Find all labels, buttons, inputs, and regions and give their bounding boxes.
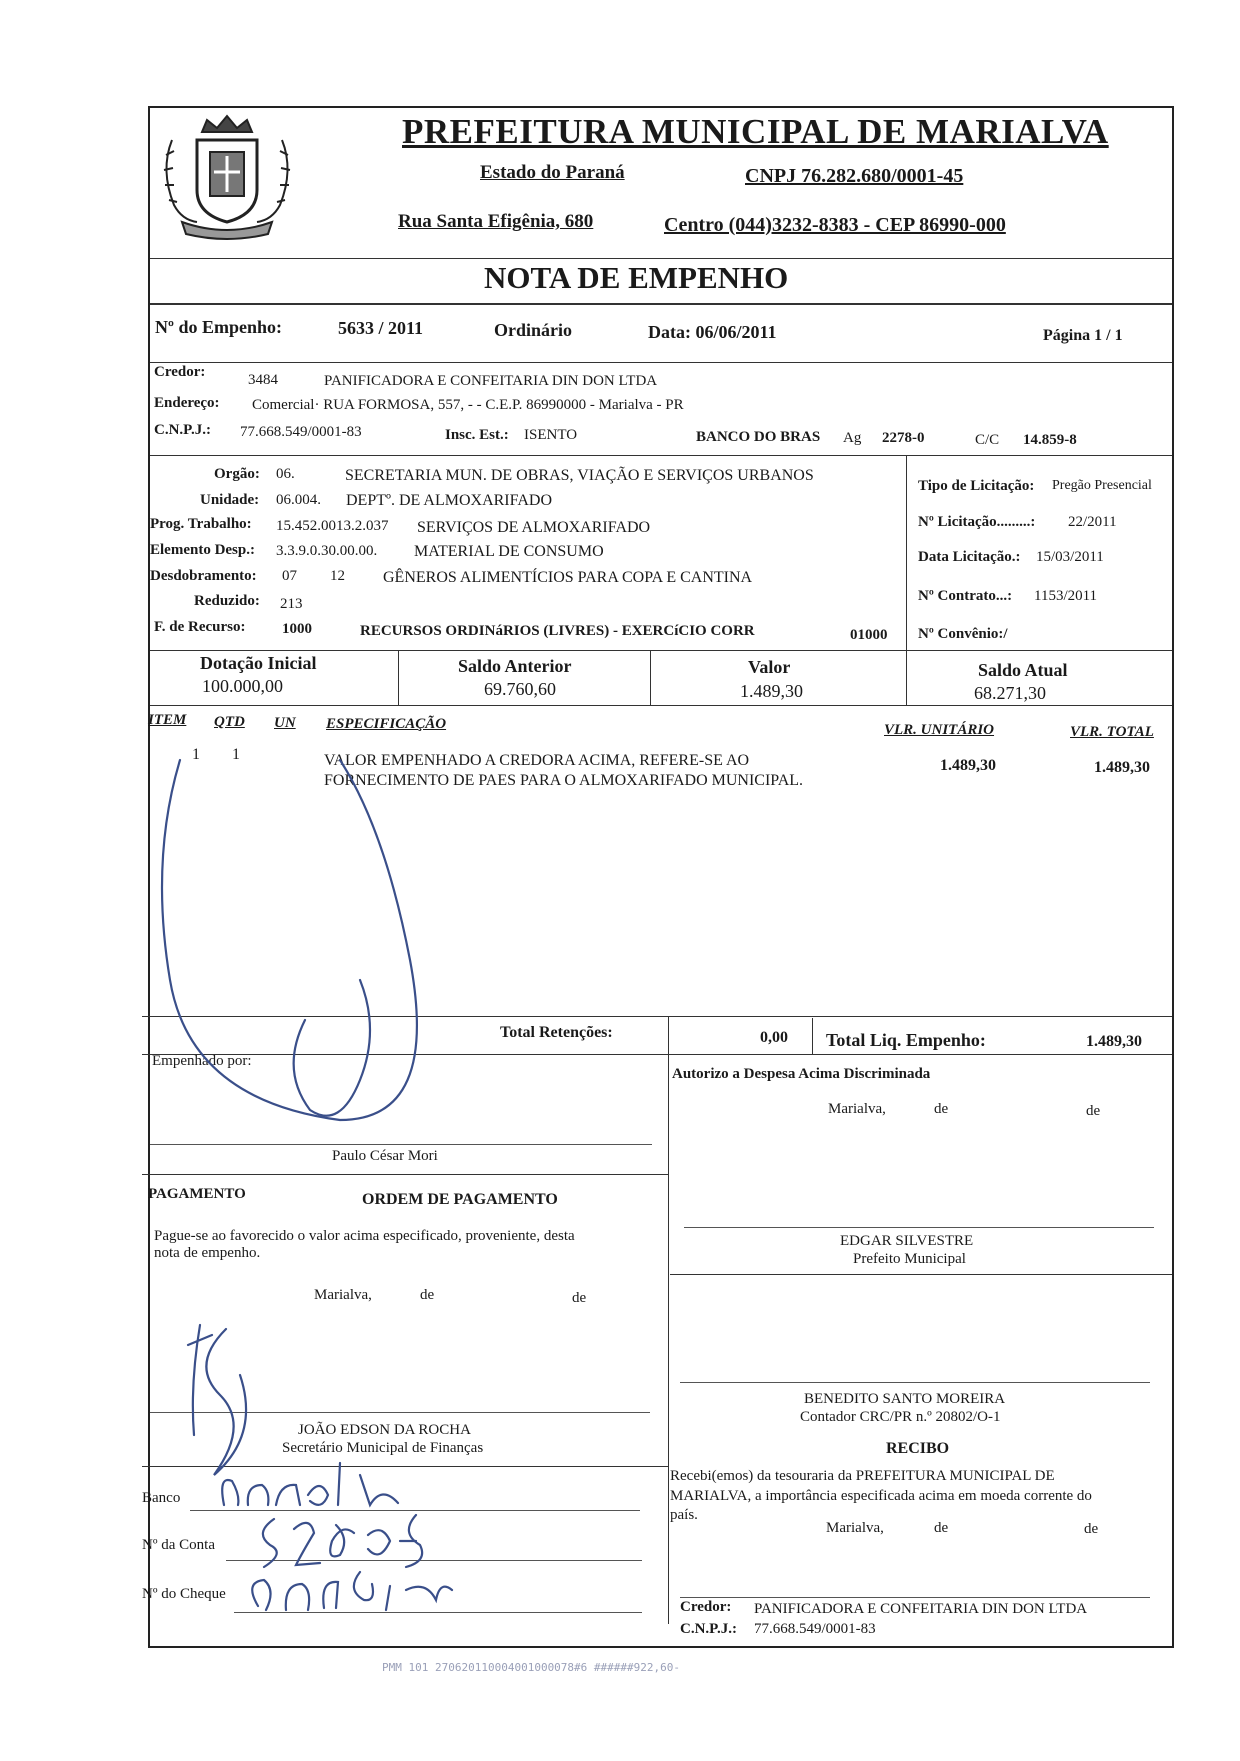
street-address: Rua Santa Efigênia, 680 <box>398 211 594 232</box>
prefeito-title: Prefeito Municipal <box>853 1251 966 1267</box>
item-total-value: 1.489,30 <box>1094 759 1150 776</box>
pagamento-de-2: de <box>572 1290 587 1306</box>
recibo-text-line-3: país. <box>670 1507 698 1523</box>
account-label: C/C <box>975 432 1000 448</box>
recibo-credor-label: Credor: <box>680 1599 732 1615</box>
dotacao-label: Dotação Inicial <box>200 653 317 673</box>
cheque-label: Nº do Cheque <box>142 1586 226 1602</box>
credor-label: Credor: <box>154 364 206 380</box>
total-liquido-label: Total Liq. Empenho: <box>826 1030 986 1050</box>
recurso-code: 1000 <box>282 621 312 637</box>
handwritten-signature-paulo <box>140 740 460 1140</box>
recibo-title: RECIBO <box>886 1440 950 1457</box>
pague-text-line-2: nota de empenho. <box>154 1245 261 1261</box>
autorizo-marialva: Marialva, <box>828 1101 886 1117</box>
desdobramento-a: 07 <box>282 568 297 584</box>
municipal-coat-of-arms-icon <box>152 110 302 242</box>
licitacao-date-label: Data Licitação.: <box>918 549 1021 565</box>
item-description-line-1: VALOR EMPENHADO A CREDORA ACIMA, REFERE-SE AO <box>324 752 750 769</box>
address-contact: Centro (044)3232-8383 - CEP 86990-000 <box>664 214 1006 236</box>
contrato-label: Nº Contrato...: <box>918 588 1013 604</box>
prog-label: Prog. Trabalho: <box>150 516 252 532</box>
licitacao-number-label: Nº Licitação.........: <box>918 514 1036 530</box>
conta-label: Nº da Conta <box>142 1537 215 1553</box>
desdobramento-b: 12 <box>330 568 345 584</box>
tipo-licitacao: Pregão Presencial <box>1052 478 1152 493</box>
unidade-name: DEPTº. DE ALMOXARIFADO <box>346 492 552 509</box>
item-column-header: ITEM <box>148 712 187 728</box>
page-number: Página 1 / 1 <box>1043 327 1123 344</box>
autorizo-text: Autorizo a Despesa Acima Discriminada <box>672 1066 931 1082</box>
recibo-marialva: Marialva, <box>826 1520 884 1536</box>
state-name: Estado do Paraná <box>480 162 625 183</box>
unidade-label: Unidade: <box>200 492 260 508</box>
contador-name: BENEDITO SANTO MOREIRA <box>804 1391 1006 1407</box>
recurso-code-2: 01000 <box>850 627 888 643</box>
tipo-licitacao-label: Tipo de Licitação: <box>918 478 1035 494</box>
recibo-de-2: de <box>1084 1521 1099 1537</box>
qtd-column-header: QTD <box>214 714 245 730</box>
credor-cnpj: 77.668.549/0001-83 <box>240 424 362 440</box>
recurso-name: RECURSOS ORDINáRIOS (LIVRES) - EXERCíCIO CORR <box>360 623 755 639</box>
credor-code: 3484 <box>248 372 278 388</box>
cnpj-label: C.N.P.J.: <box>154 422 211 438</box>
licitacao-number: 22/2011 <box>1068 514 1117 530</box>
saldo-atual-label: Saldo Atual <box>978 660 1068 680</box>
recurso-label: F. de Recurso: <box>154 619 246 635</box>
agency-label: Ag <box>843 430 862 446</box>
licitacao-date: 15/03/2011 <box>1036 549 1104 565</box>
empenho-date: Data: 06/06/2011 <box>648 322 777 342</box>
prog-name: SERVIÇOS DE ALMOXARIFADO <box>417 519 651 536</box>
elemento-name: MATERIAL DE CONSUMO <box>414 543 604 560</box>
valor-value: 1.489,30 <box>740 681 803 701</box>
municipality-title: PREFEITURA MUNICIPAL DE MARIALVA <box>402 112 1109 151</box>
vlr-unitario-column-header: VLR. UNITÁRIO <box>884 722 995 738</box>
pagamento-title: PAGAMENTO <box>148 1186 246 1202</box>
orgao-code: 06. <box>276 466 295 482</box>
reduzido-label: Reduzido: <box>194 593 260 609</box>
prefeito-name: EDGAR SILVESTRE <box>840 1233 974 1249</box>
vlr-total-column-header: VLR. TOTAL <box>1070 724 1154 740</box>
agency-number: 2278-0 <box>882 430 925 446</box>
account-number: 14.859-8 <box>1023 432 1077 448</box>
contrato-number: 1153/2011 <box>1034 588 1098 604</box>
empenho-number: 5633 / 2011 <box>338 318 424 338</box>
saldo-anterior-value: 69.760,60 <box>484 679 556 699</box>
total-retencoes-label: Total Retenções: <box>500 1024 613 1041</box>
autorizo-de-1: de <box>934 1101 949 1117</box>
secretario-title: Secretário Municipal de Finanças <box>282 1440 484 1456</box>
item-unit-value: 1.489,30 <box>940 757 996 774</box>
prog-code: 15.452.0013.2.037 <box>276 518 389 534</box>
recibo-cnpj-label: C.N.P.J.: <box>680 1621 737 1637</box>
empenho-type: Ordinário <box>494 320 573 340</box>
empenhado-por-label: Empenhado por: <box>152 1053 252 1069</box>
unidade-code: 06.004. <box>276 492 321 508</box>
orgao-name: SECRETARIA MUN. DE OBRAS, VIAÇÃO E SERVIÇOS URBANOS <box>345 467 814 484</box>
bank-name: BANCO DO BRAS <box>696 429 821 445</box>
recibo-text-line-1: Recebi(emos) da tesouraria da PREFEITURA MUNICIPAL DE <box>670 1468 1055 1484</box>
pagamento-de-1: de <box>420 1287 435 1303</box>
contador-title: Contador CRC/PR n.º 20802/O-1 <box>800 1409 1001 1425</box>
insc-value: ISENTO <box>524 427 578 443</box>
total-retencoes-value: 0,00 <box>760 1029 788 1046</box>
secretario-name: JOÃO EDSON DA ROCHA <box>298 1422 471 1438</box>
ordem-pagamento-title: ORDEM DE PAGAMENTO <box>362 1191 558 1208</box>
saldo-anterior-label: Saldo Anterior <box>458 656 572 676</box>
municipality-cnpj: CNPJ 76.282.680/0001-45 <box>745 165 964 187</box>
recibo-cnpj: 77.668.549/0001-83 <box>754 1621 876 1637</box>
credor-address: Comercial· RUA FORMOSA, 557, - - C.E.P. 86990000 - Marialva - PR <box>252 397 684 413</box>
desdobramento-label: Desdobramento: <box>150 568 257 584</box>
item-qty: 1 <box>232 746 240 763</box>
empenho-number-label: Nº do Empenho: <box>155 317 282 337</box>
recibo-de-1: de <box>934 1520 949 1536</box>
autorizo-de-2: de <box>1086 1103 1101 1119</box>
document-title: NOTA DE EMPENHO <box>484 260 789 295</box>
credor-name: PANIFICADORA E CONFEITARIA DIN DON LTDA <box>324 373 658 389</box>
desdobramento-name: GÊNEROS ALIMENTÍCIOS PARA COPA E CANTINA <box>383 569 753 586</box>
orgao-label: Orgão: <box>214 466 260 482</box>
un-column-header: UN <box>274 715 296 731</box>
item-description-line-2: FORNECIMENTO DE PAES PARA O ALMOXARIFADO MUNICIPAL. <box>324 772 804 789</box>
valor-label: Valor <box>748 657 791 677</box>
pagamento-marialva: Marialva, <box>314 1287 372 1303</box>
especificacao-column-header: ESPECIFICAÇÃO <box>326 716 447 732</box>
banco-label: Banco <box>142 1490 181 1506</box>
dotacao-value: 100.000,00 <box>202 676 283 696</box>
convenio-label: Nº Convênio:/ <box>918 626 1008 642</box>
reduzido-code: 213 <box>280 596 303 612</box>
empenhado-por-name: Paulo César Mori <box>332 1148 438 1164</box>
bottom-print-code: PMM 101 270620110004001000078#6 ######922,60- <box>382 1661 681 1674</box>
address-label: Endereço: <box>154 395 220 411</box>
recibo-text-line-2: MARIALVA, a importância especificada acima em moeda corrente do <box>670 1488 1092 1504</box>
recibo-credor-name: PANIFICADORA E CONFEITARIA DIN DON LTDA <box>754 1601 1088 1617</box>
handwritten-cheque-number <box>240 1560 460 1620</box>
elemento-code: 3.3.9.0.30.00.00. <box>276 543 378 559</box>
elemento-label: Elemento Desp.: <box>150 542 255 558</box>
total-liquido-value: 1.489,30 <box>1086 1033 1142 1050</box>
saldo-atual-value: 68.271,30 <box>974 683 1046 703</box>
item-number: 1 <box>192 746 200 763</box>
insc-label: Insc. Est.: <box>445 427 509 443</box>
pague-text-line-1: Pague-se ao favorecido o valor acima especificado, proveniente, desta <box>154 1228 575 1244</box>
